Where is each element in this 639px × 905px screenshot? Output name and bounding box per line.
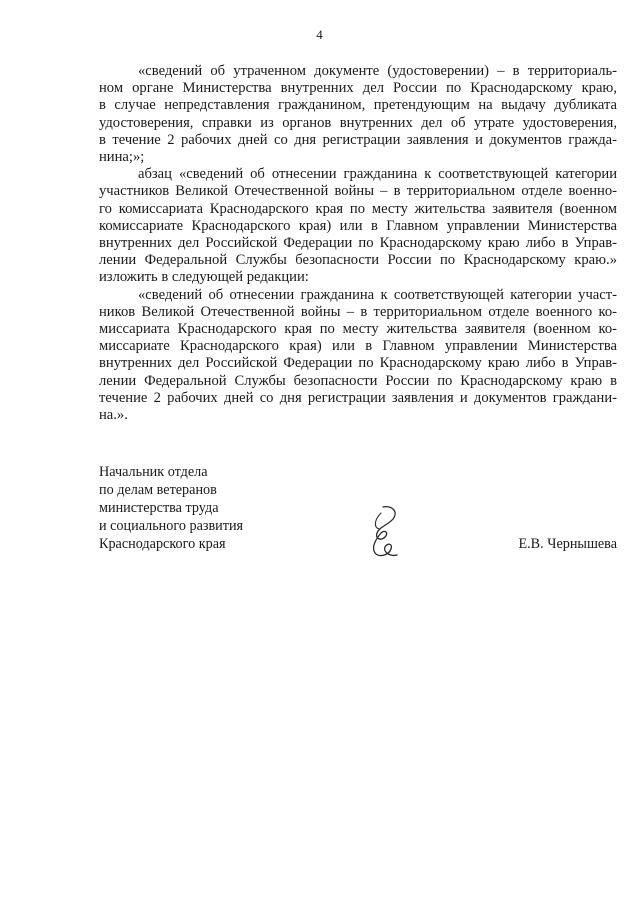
text-line: «сведений об утраченном документе (удостоверении) – в территориаль- (138, 63, 617, 79)
text-line: нина;»; (99, 149, 145, 166)
paragraph-amendment-intro (99, 166, 617, 286)
signatory-name: Е.В. Чернышева (518, 536, 617, 552)
text-line: участников Великой Отечественной войны – в территориальном отделе военно- (99, 183, 617, 200)
text-line: ном органе Министерства внутренних дел России по Краснодарскому краю, (99, 80, 617, 97)
text-line: внутренних дел Российской Федерации по Краснодарскому краю либо в Управ- (99, 355, 617, 372)
signatory-title-line: и социального развития (99, 518, 244, 534)
text-line: в случае непредставления гражданином, претендующим на выдачу дубликата (99, 97, 617, 114)
text-line: ников Великой Отечественной войны – в территориальном отделе военного ко- (99, 303, 617, 320)
text-line: комиссариате Краснодарского края) или в Главном управлении Министерства (99, 217, 617, 234)
signatory-title-line: Краснодарского края (99, 536, 226, 552)
signatory-title-line: министерства труда (99, 500, 219, 516)
text-line: лении Федеральной Службы безопасности России по Краснодарскому краю.» (99, 252, 617, 269)
text-line: удостоверения, справки из органов внутренних дел об утрате удостоверения, (99, 114, 617, 131)
text-line: в течение 2 рабочих дней со дня регистрации заявления и документов гражда- (99, 131, 617, 148)
text-line: миссариата Краснодарского края по месту жительства заявителя (военном ко- (99, 321, 617, 338)
signatory-title-line: Начальник отдела (99, 464, 208, 480)
document-body (99, 63, 617, 424)
text-line: лении Федеральной Службы безопасности России по Краснодарскому краю в (99, 372, 617, 389)
text-line: абзац «сведений об отнесении гражданина к соответствующей категории (138, 166, 617, 183)
paragraph-new-wording (99, 287, 617, 425)
page-number: 4 (316, 27, 323, 42)
text-line: миссариате Краснодарского края) или в Главном управлении Министерства (99, 338, 617, 355)
text-line: «сведений об отнесении гражданина к соответствующей категории участ- (138, 286, 617, 303)
handwritten-signature (361, 503, 407, 561)
signature-block (99, 463, 617, 553)
paragraph-lost-document (99, 63, 617, 166)
signatory-title-line: по делам ветеранов (99, 482, 217, 498)
text-line: на.». (99, 407, 128, 424)
text-line: внутренних дел Российской Федерации по Краснодарскому краю либо в Управ- (99, 235, 617, 252)
text-line: изложить в следующей редакции: (99, 269, 309, 286)
text-line: течение 2 рабочих дней со дня регистрации заявления и документов граждани- (99, 389, 617, 406)
text-line: го комиссариата Краснодарского края по месту жительства заявителя (военном (99, 200, 617, 217)
